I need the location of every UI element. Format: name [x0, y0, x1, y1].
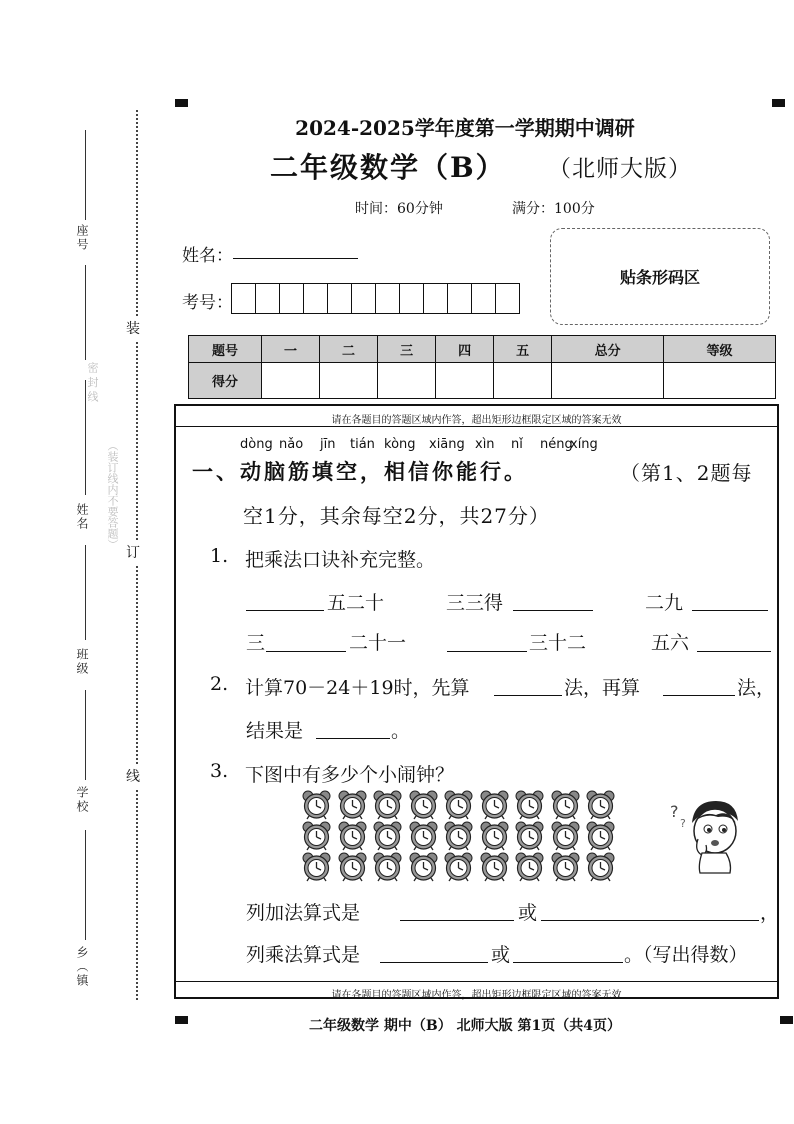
- q2-blank-1[interactable]: [494, 695, 562, 696]
- q1-blank[interactable]: [447, 651, 527, 652]
- q3-add-blank-1[interactable]: [400, 920, 514, 921]
- id-cell[interactable]: [328, 284, 352, 313]
- score-cell[interactable]: [262, 363, 320, 399]
- exam-edition: （北师大版）: [548, 156, 692, 182]
- school-line: [85, 830, 86, 940]
- alarm-clock-icon: [478, 790, 511, 820]
- q1-item: 三: [246, 632, 266, 654]
- exam-subtitle: 二年级数学（B）: [270, 151, 506, 184]
- q2-blank-2[interactable]: [663, 695, 735, 696]
- alarm-clock-icon: [549, 790, 582, 820]
- q3-text: 下图中有多少个小闹钟？: [245, 764, 455, 786]
- alarm-clock-icon: [300, 821, 333, 851]
- section-title: 一、动脑筋填空，相信你能行。: [192, 459, 528, 484]
- q2-text-c: 法，: [737, 677, 776, 699]
- alarm-clock-icon: [513, 852, 546, 882]
- alarm-clock-icon: [478, 821, 511, 851]
- score-header: 二: [320, 336, 378, 363]
- score-header: 等级: [664, 336, 776, 363]
- q1-item: 三三得: [446, 592, 504, 614]
- alarm-clock-icon: [513, 821, 546, 851]
- exam-title: 2024-2025学年度第一学期期中调研: [295, 116, 635, 140]
- id-cell[interactable]: [448, 284, 472, 313]
- score-header: 四: [436, 336, 494, 363]
- notice-bottom: 请在各题目的答题区域内作答，超出矩形边框限定区域的答案无效: [331, 990, 622, 1001]
- id-cell[interactable]: [400, 284, 424, 313]
- alarm-clock-icon: [407, 852, 440, 882]
- q1-blank[interactable]: [246, 610, 324, 611]
- exam-id-grid[interactable]: [231, 283, 520, 314]
- q3-or-2: 或: [491, 944, 511, 966]
- q1-item: 二九: [645, 592, 684, 614]
- bind-char-xian: 线: [126, 764, 140, 788]
- section-note-b: 空1分，其余每空2分，共27分）: [243, 504, 550, 528]
- name-field[interactable]: [233, 258, 358, 259]
- pinyin: kòng: [384, 437, 416, 452]
- notice-divider-bottom: [176, 981, 777, 982]
- score-header: 三: [378, 336, 436, 363]
- svg-text:?: ?: [670, 802, 679, 821]
- town-label: 乡（镇: [75, 946, 89, 988]
- alarm-clock-icon: [549, 821, 582, 851]
- id-cell[interactable]: [496, 284, 519, 313]
- q2-text-a: 计算70－24＋19时，先算: [245, 677, 470, 699]
- thinking-boy-illustration: [668, 793, 748, 875]
- score-cell[interactable]: [436, 363, 494, 399]
- q3-or-1: 或: [518, 902, 538, 924]
- section-note-a: （第1、2题每: [620, 461, 753, 485]
- q3-number: 3.: [210, 760, 229, 782]
- q2-text-b: 法，再算: [564, 677, 641, 699]
- score-cell[interactable]: [494, 363, 552, 399]
- q1-blank[interactable]: [692, 610, 768, 611]
- pinyin: nǐ: [511, 437, 523, 452]
- bind-char-ding: 订: [126, 540, 140, 564]
- id-cell[interactable]: [376, 284, 400, 313]
- seat-line: [85, 130, 86, 220]
- alarm-clock-icon: [513, 790, 546, 820]
- q1-blank[interactable]: [513, 610, 593, 611]
- alarm-clock-icon: [478, 852, 511, 882]
- name-line-lower: [85, 545, 86, 640]
- alarm-clock-icon: [584, 852, 617, 882]
- pinyin: tián: [350, 437, 375, 452]
- alarm-clock-icon: [336, 790, 369, 820]
- faint-note-2: 密 封 线: [86, 362, 99, 402]
- score-table: [188, 335, 776, 399]
- q3-comma: ，: [760, 902, 780, 924]
- q2-text-d: 结果是: [246, 720, 304, 742]
- registration-mark: [175, 99, 188, 107]
- q3-mul-blank-2[interactable]: [513, 962, 623, 963]
- alarm-clock-icon: [371, 790, 404, 820]
- pinyin: xiāng: [429, 437, 465, 452]
- q3-add-label: 列加法算式是: [246, 902, 361, 924]
- score-row-label: 得分: [189, 363, 262, 399]
- class-line: [85, 690, 86, 780]
- registration-mark: [780, 1016, 793, 1024]
- page-footer: 二年级数学 期中（B） 北师大版 第1页（共4页）: [309, 1018, 621, 1034]
- id-cell[interactable]: [352, 284, 376, 313]
- pinyin: jīn: [320, 437, 336, 452]
- pinyin: xíng: [570, 437, 598, 452]
- class-label: 班级: [75, 648, 89, 676]
- barcode-area: [550, 228, 770, 325]
- alarm-clock-icon: [300, 852, 333, 882]
- q1-item: 五二十: [327, 592, 385, 614]
- score-header: 题号: [189, 336, 262, 363]
- notice-top: 请在各题目的答题区域内作答，超出矩形边框限定区域的答案无效: [331, 415, 622, 426]
- id-cell[interactable]: [232, 284, 256, 313]
- alarm-clock-icon: [442, 790, 475, 820]
- q3-mul-blank-1[interactable]: [380, 962, 488, 963]
- barcode-label: 贴条形码区: [619, 268, 700, 287]
- notice-divider: [176, 426, 777, 427]
- q1-blank[interactable]: [266, 651, 346, 652]
- alarm-clock-icon: [336, 821, 369, 851]
- id-label: 考号：: [182, 293, 233, 313]
- q3-add-blank-2[interactable]: [541, 920, 759, 921]
- score-header: 五: [494, 336, 552, 363]
- alarm-clock-icon: [442, 852, 475, 882]
- alarm-clock-icon: [371, 852, 404, 882]
- alarm-clock-icon: [549, 852, 582, 882]
- score-header: 总分: [552, 336, 664, 363]
- score-cell[interactable]: [378, 363, 436, 399]
- id-cell[interactable]: [256, 284, 280, 313]
- exam-time: 时间：60分钟: [355, 201, 443, 217]
- alarm-clock-icon: [584, 821, 617, 851]
- registration-mark: [175, 1016, 188, 1024]
- faint-note: （装订线内不要答题）: [106, 440, 119, 550]
- id-cell[interactable]: [304, 284, 328, 313]
- exam-full-score: 满分：100分: [512, 201, 595, 217]
- pinyin: nǎo: [279, 437, 304, 452]
- school-label: 学校: [75, 786, 89, 814]
- q3-end: 。（写出得数）: [624, 944, 748, 966]
- pinyin: néng: [540, 437, 573, 452]
- id-cell[interactable]: [424, 284, 448, 313]
- pinyin: xìn: [475, 437, 495, 452]
- seat-line-lower: [85, 265, 86, 360]
- score-cell[interactable]: [664, 363, 776, 399]
- margin-name-label: 姓名: [75, 503, 89, 531]
- alarm-clock-icon: [407, 790, 440, 820]
- id-cell[interactable]: [280, 284, 304, 313]
- q2-text-e: 。: [391, 720, 411, 742]
- bind-char-zhuang: 装: [126, 316, 140, 340]
- q2-blank-3[interactable]: [316, 738, 390, 739]
- q2-number: 2.: [210, 673, 229, 695]
- pinyin: dòng: [240, 437, 273, 452]
- alarm-clock-icon: [300, 790, 333, 820]
- alarm-clock-icon: [407, 821, 440, 851]
- svg-text:?: ?: [680, 817, 686, 830]
- id-cell[interactable]: [472, 284, 496, 313]
- score-header: 一: [262, 336, 320, 363]
- q1-item: 二十一: [349, 632, 407, 654]
- name-label: 姓名：: [182, 246, 233, 266]
- q1-blank[interactable]: [697, 651, 771, 652]
- q1-item: 五六: [651, 632, 690, 654]
- alarm-clock-icon: [336, 852, 369, 882]
- q1-item: 三十二: [529, 632, 587, 654]
- seat-label: 座号: [75, 224, 89, 252]
- alarm-clock-icon: [442, 821, 475, 851]
- alarm-clock-icon: [584, 790, 617, 820]
- q1-number: 1.: [210, 545, 229, 567]
- q3-mul-label: 列乘法算式是: [246, 944, 361, 966]
- alarm-clock-icon: [371, 821, 404, 851]
- score-cell[interactable]: [320, 363, 378, 399]
- clock-grid: [300, 790, 620, 883]
- registration-mark: [772, 99, 785, 107]
- q1-text: 把乘法口诀补充完整。: [245, 549, 436, 571]
- score-cell[interactable]: [552, 363, 664, 399]
